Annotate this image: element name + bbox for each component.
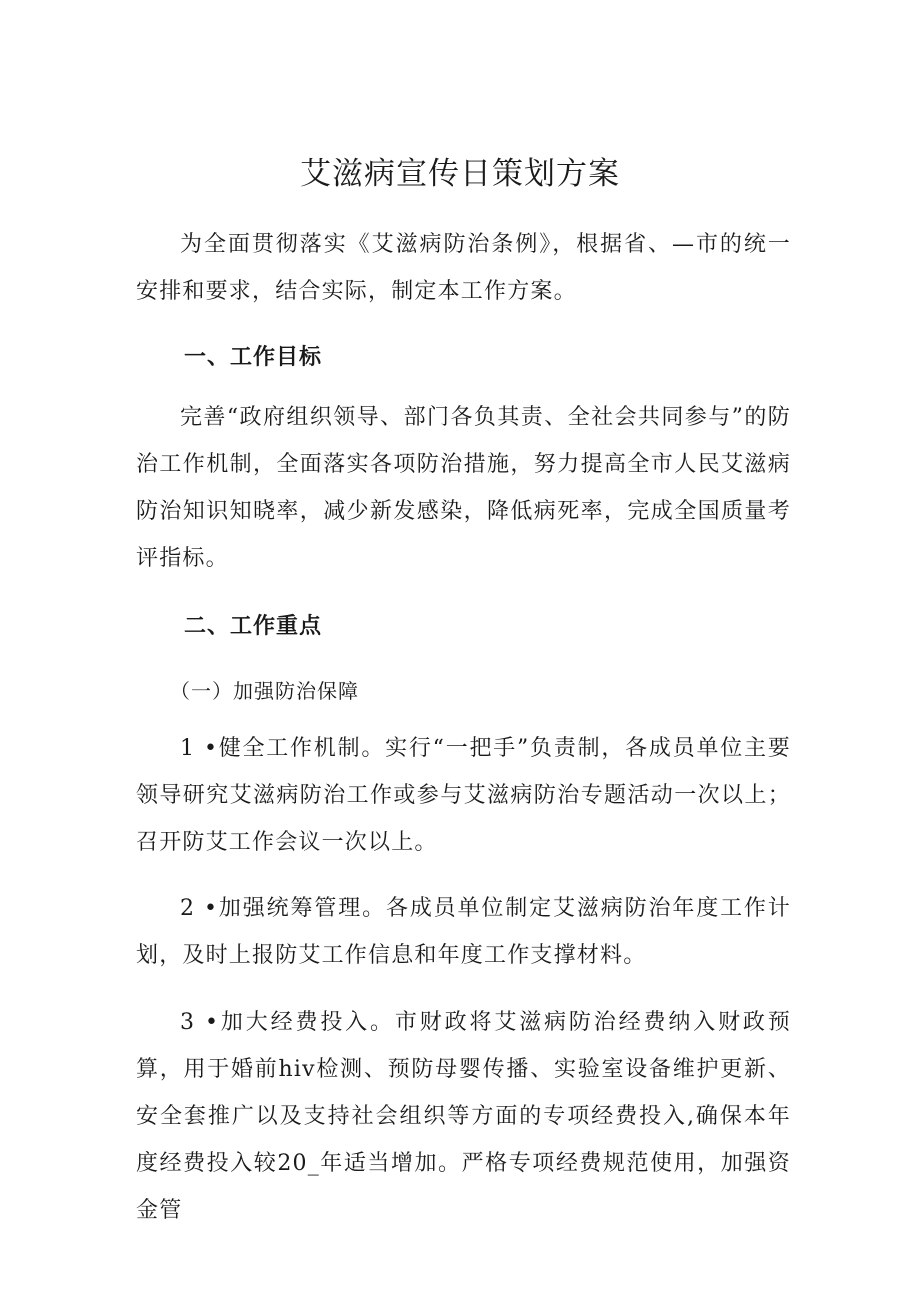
list-item-management: 2 •加强统筹管理。各成员单位制定艾滋病防治年度工作计划，及时上报防艾工作信息和年度工作支撑材料。 [136, 896, 791, 968]
document-title: 艾滋病宣传日策划方案 [300, 156, 620, 192]
list-item-funding: 3 •加大经费投入。市财政将艾滋病防治经费纳入财政预算，用于婚前hiv检测、预防母婴传播、实验室设备维护更新、安全套推广以及支持社会组织等方面的专项经费投入,确保本年度经费投入较20_年适当增加。严格专项经费规范使用，加强资金管 [136, 1010, 791, 1223]
section-heading-goals: 一、工作目标 [184, 345, 323, 370]
section-heading-focus: 二、工作重点 [184, 614, 323, 639]
goals-paragraph: 完善“政府组织领导、部门各负其责、全社会共同参与”的防治工作机制，全面落实各项防治措施，努力提高全市人民艾滋病防治知识知晓率，减少新发感染，降低病死率，完成全国质量考评指标。 [136, 405, 791, 571]
subsection-heading-guarantee: （一）加强防治保障 [170, 679, 359, 703]
list-item-mechanism: 1 •健全工作机制。实行“一把手”负责制，各成员单位主要领导研究艾滋病防治工作或参与艾滋病防治专题活动一次以上；召开防艾工作会议一次以上。 [136, 736, 791, 855]
intro-paragraph: 为全面贯彻落实《艾滋病防治条例》，根据省、—市的统一安排和要求，结合实际，制定本工作方案。 [136, 232, 791, 304]
